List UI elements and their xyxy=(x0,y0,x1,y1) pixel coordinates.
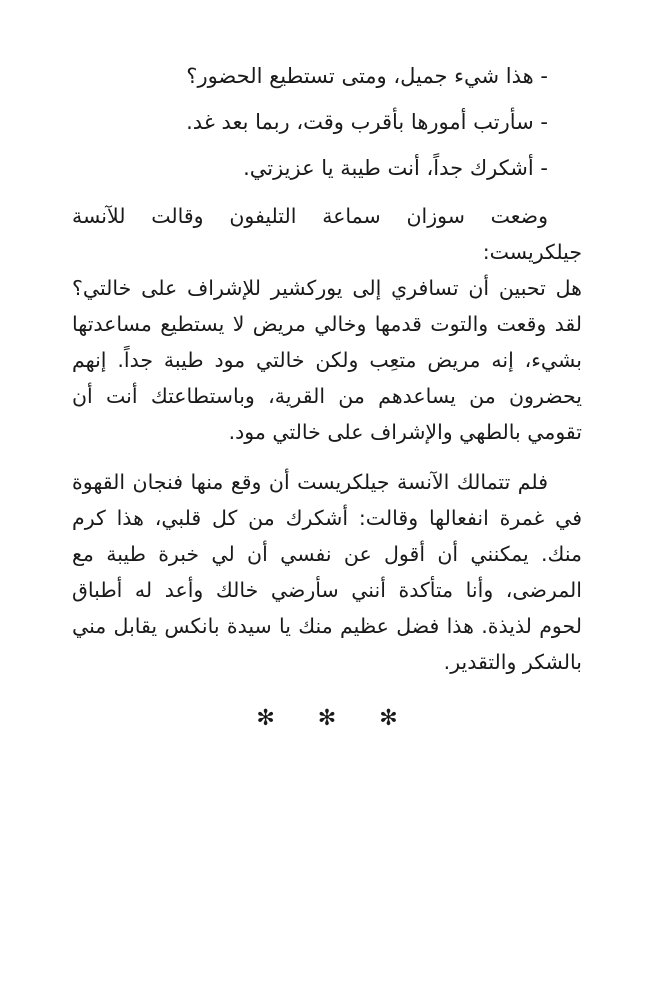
paragraph-phone-call xyxy=(72,198,582,450)
dialog-line-3: - أشكرك جداً، أنت طيبة يا عزيزتي. xyxy=(243,156,548,180)
paragraph-body: هل تحبين أن تسافري إلى يوركشير للإشراف على خالتي؟ لقد وقعت والتوت قدمها وخالي مريض لا يستطيع مساعدتها بشيء، إنه مريض متعِب ولكن خالتي مود طيبة جداً. إنهم يحضرون من يساعدهم من القرية، وباستطاعتك أنت أن تقومي بالطهي والإشراف على خالتي مود. xyxy=(72,276,582,444)
paragraph-lead: وضعت سوزان سماعة التليفون وقالت للآنسة جيلكريست: xyxy=(72,204,582,264)
dialog-line-2: - سأرتب أمورها بأقرب وقت، ربما بعد غد. xyxy=(186,110,548,134)
book-page xyxy=(72,60,582,731)
section-separator: ✻ ✻ ✻ xyxy=(256,706,416,731)
paragraph-reply xyxy=(72,464,582,680)
paragraph-reply-text: فلم تتمالك الآنسة جيلكريست أن وقع منها فنجان القهوة في غمرة انفعالها وقالت: أشكرك من كل قلبي، هذا كرم منك. يمكنني أن أقول عن نفسي أن لي خبرة طيبة مع المرضى، وأنا متأكدة أنني سأرضي خالك وأعد له أطباق لحوم لذيذة. هذا فضل عظيم منك يا سيدة بانكس يقابل مني بالشكر والتقدير. xyxy=(72,470,582,674)
dialog-line-1: - هذا شيء جميل، ومتى تستطيع الحضور؟ xyxy=(186,64,548,88)
